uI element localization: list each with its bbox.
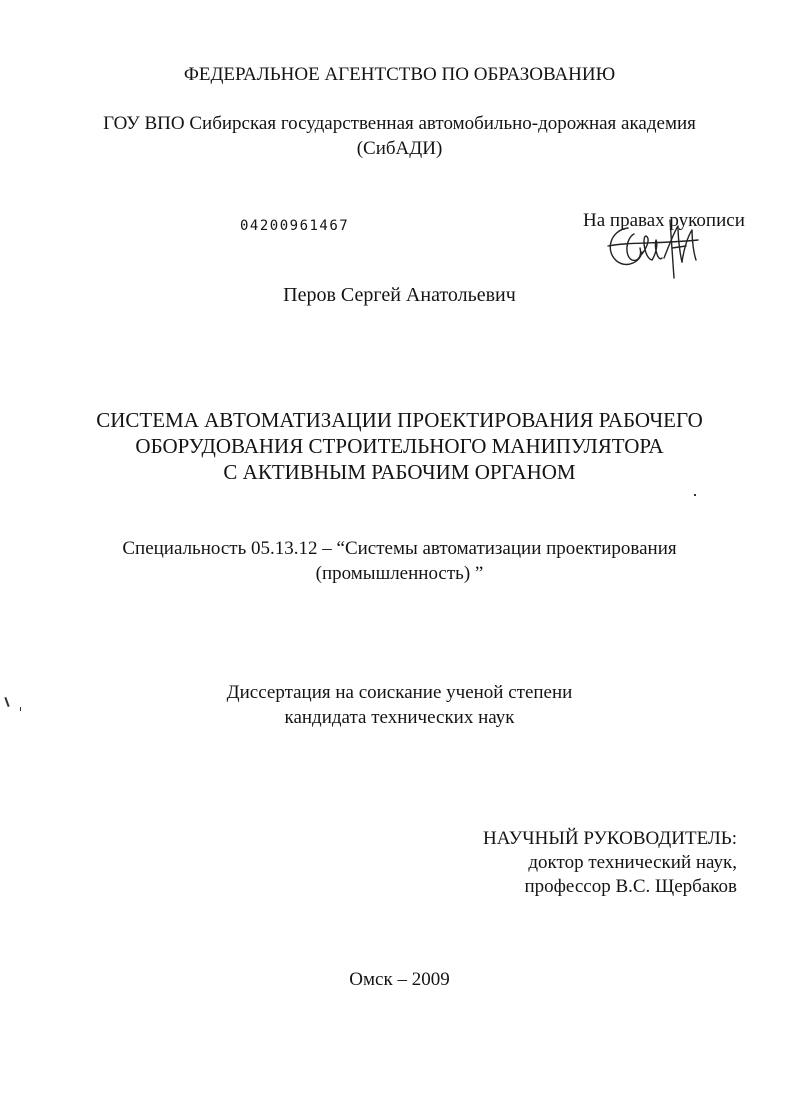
dissertation-title-line-2: ОБОРУДОВАНИЯ СТРОИТЕЛЬНОГО МАНИПУЛЯТОРА xyxy=(135,434,664,458)
manuscript-rights-note: На правах рукописи xyxy=(583,210,745,231)
agency-name: ФЕДЕРАЛЬНОЕ АГЕНТСТВО ПО ОБРАЗОВАНИЮ xyxy=(183,64,616,85)
specialty-line-2: (промышленность) ” xyxy=(315,563,484,584)
signature-icon xyxy=(598,218,708,280)
institution-name: ГОУ ВПО Сибирская государственная автомобильно-дорожная академия xyxy=(103,113,696,134)
supervisor-degree: доктор технический наук, xyxy=(528,852,737,873)
city-year: Омск – 2009 xyxy=(349,969,450,990)
degree-line-2: кандидата технических наук xyxy=(284,707,515,728)
degree-line-1: Диссертация на соискание ученой степени xyxy=(226,682,573,703)
institution-abbreviation: (СибАДИ) xyxy=(356,138,443,159)
specialty-line-1: Специальность 05.13.12 – “Системы автоматизации проектирования xyxy=(122,538,677,559)
registration-number: 04200961467 xyxy=(240,218,350,234)
author-name: Перов Сергей Анатольевич xyxy=(283,284,516,306)
dissertation-title-line-3: С АКТИВНЫМ РАБОЧИМ ОРГАНОМ xyxy=(223,460,576,484)
scan-speck xyxy=(694,494,696,496)
supervisor-name: профессор В.С. Щербаков xyxy=(524,876,737,897)
scan-mark xyxy=(20,707,21,711)
supervisor-label: НАУЧНЫЙ РУКОВОДИТЕЛЬ: xyxy=(483,828,737,849)
dissertation-title-line-1: СИСТЕМА АВТОМАТИЗАЦИИ ПРОЕКТИРОВАНИЯ РАБОЧЕГО xyxy=(96,408,703,432)
